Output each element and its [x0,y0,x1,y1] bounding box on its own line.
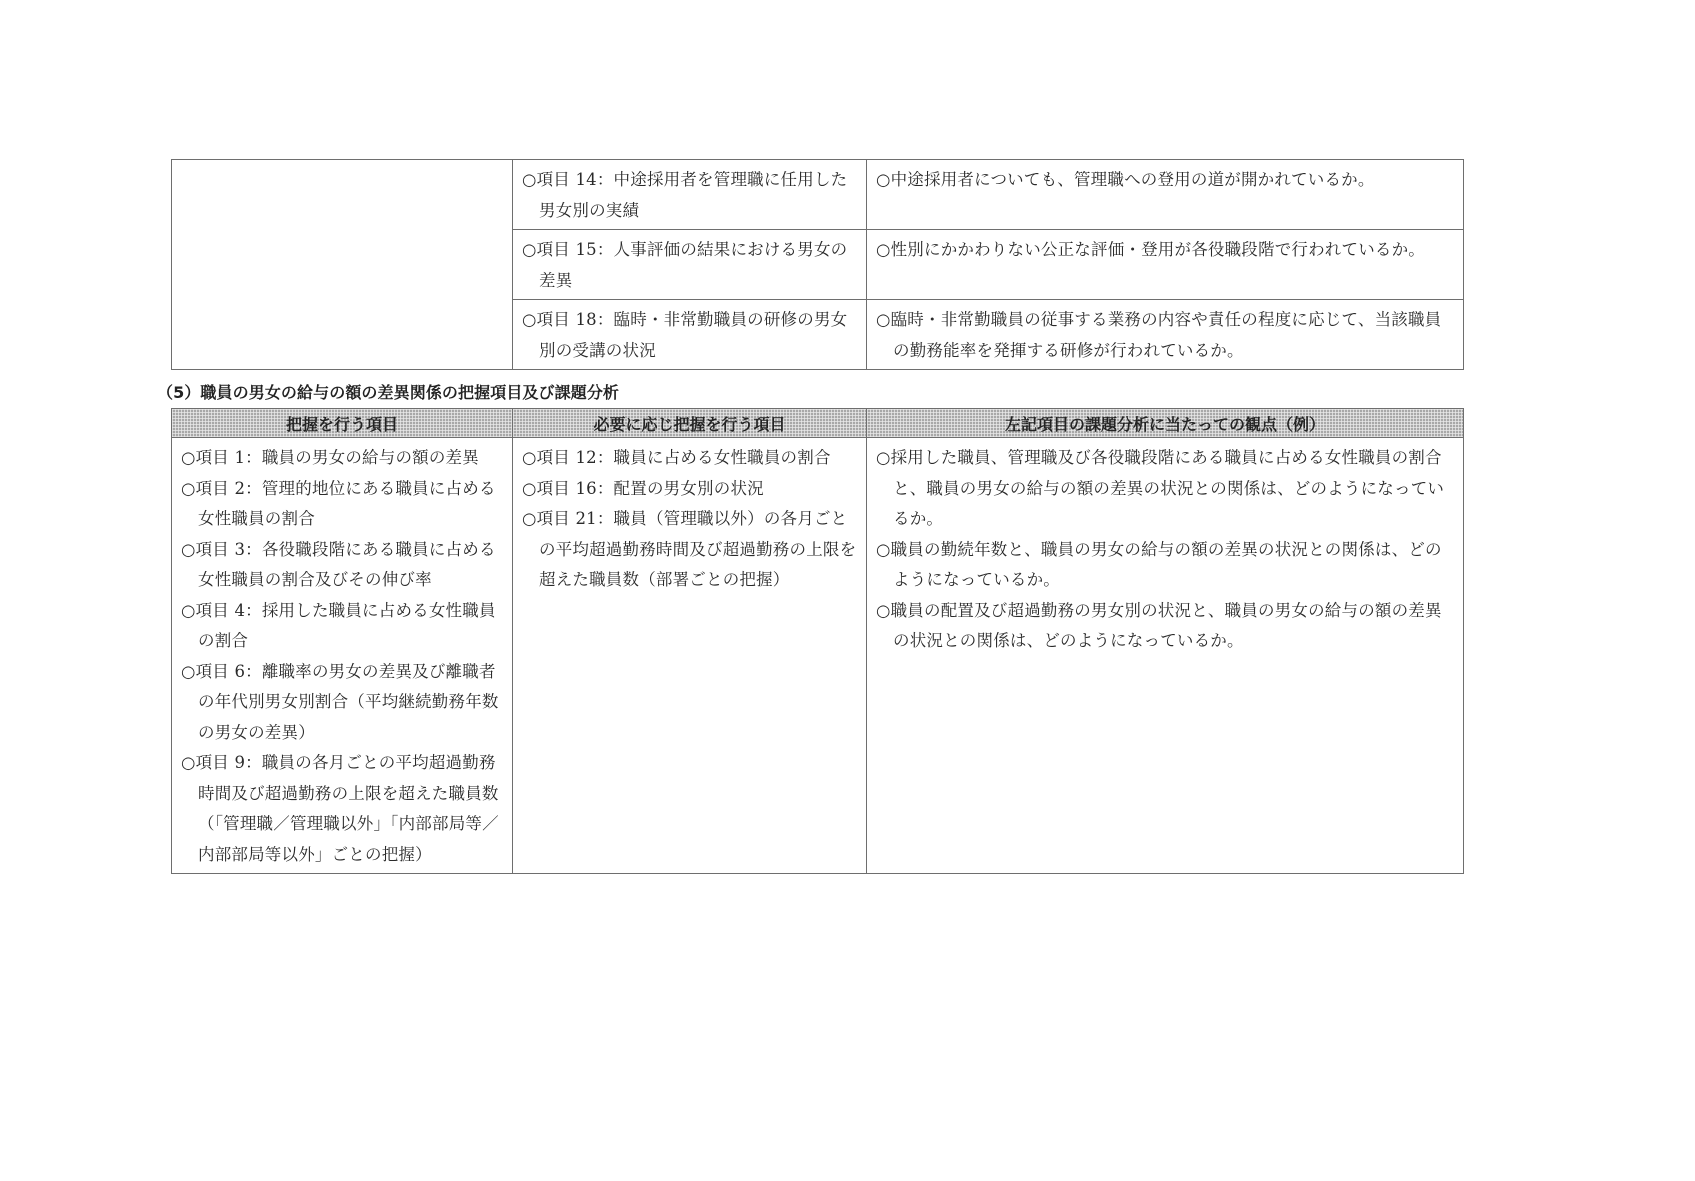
viewpoint-cell [867,300,1464,370]
item-cell [513,160,867,230]
column-header-required-items: 把握を行う項目 [172,409,513,438]
optional-items-cell [513,438,867,874]
list-item: ○項目 3：各役職段階にある職員に占める女性職員の割合及びその伸び率 [181,539,496,589]
list-item: ○項目 14：中途採用者を管理職に任用した男女別の実績 [522,170,848,220]
list-item: ○項目 9：職員の各月ごとの平均超過勤務時間及び超過勤務の上限を超えた職員数（「管理職／管理職以外」「内部部局等／内部部局等以外」ごとの把握） [181,753,499,864]
section-heading: （5）職員の男女の給与の額の差異関係の把握項目及び課題分析 [157,383,620,402]
list-item: ○性別にかかわりない公正な評価・登用が各役職段階で行われているか。 [876,240,1425,259]
list-item: ○項目 2：管理的地位にある職員に占める女性職員の割合 [181,478,496,528]
list-item: ○項目 4：採用した職員に占める女性職員の割合 [181,600,496,650]
list-item: ○項目 16：配置の男女別の状況 [522,478,764,498]
item-cell [513,300,867,370]
table-row [172,438,1464,874]
list-item: ○項目 6：離職率の男女の差異及び離職者の年代別男女別割合（平均継続勤務年数の男女の差異） [181,661,499,742]
pay-gap-analysis-table [171,408,1464,874]
analysis-viewpoints-cell [867,438,1464,874]
column-header-analysis-viewpoints: 左記項目の課題分析に当たっての観点（例） [867,409,1464,438]
list-item: ○項目 1：職員の男女の給与の額の差異 [181,448,479,467]
list-item: ○中途採用者についても、管理職への登用の道が開かれているか。 [876,170,1375,189]
list-item: ○項目 12：職員に占める女性職員の割合 [522,448,831,467]
list-item: ○採用した職員、管理職及び各役職段階にある職員に占める女性職員の割合と、職員の男女の給与の額の差異の状況との関係は、どのようになっているか。 [876,448,1445,528]
empty-category-cell [172,160,513,370]
list-item: ○職員の勤続年数と、職員の男女の給与の額の差異の状況との関係は、どのようになっているか。 [876,539,1442,589]
item-cell [513,230,867,300]
viewpoint-cell [867,160,1464,230]
column-header-optional-items: 必要に応じ把握を行う項目 [513,409,867,438]
required-items-cell [172,438,513,874]
list-item: ○職員の配置及び超過勤務の男女別の状況と、職員の男女の給与の額の差異の状況との関係は、どのようになっているか。 [876,600,1442,650]
viewpoint-cell [867,230,1464,300]
table-row [172,160,1464,230]
header-row [172,409,1464,438]
list-item: ○項目 15：人事評価の結果における男女の差異 [522,240,848,290]
list-item: ○臨時・非常勤職員の従事する業務の内容や責任の程度に応じて、当該職員の勤務能率を発揮する研修が行われているか。 [876,310,1442,360]
continued-items-table [171,159,1464,370]
list-item: ○項目 18：臨時・非常勤職員の研修の男女別の受講の状況 [522,310,848,360]
list-item: ○項目 21：職員（管理職以外）の各月ごとの平均超過勤務時間及び超過勤務の上限を超えた職員数（部署ごとの把握） [522,509,857,589]
